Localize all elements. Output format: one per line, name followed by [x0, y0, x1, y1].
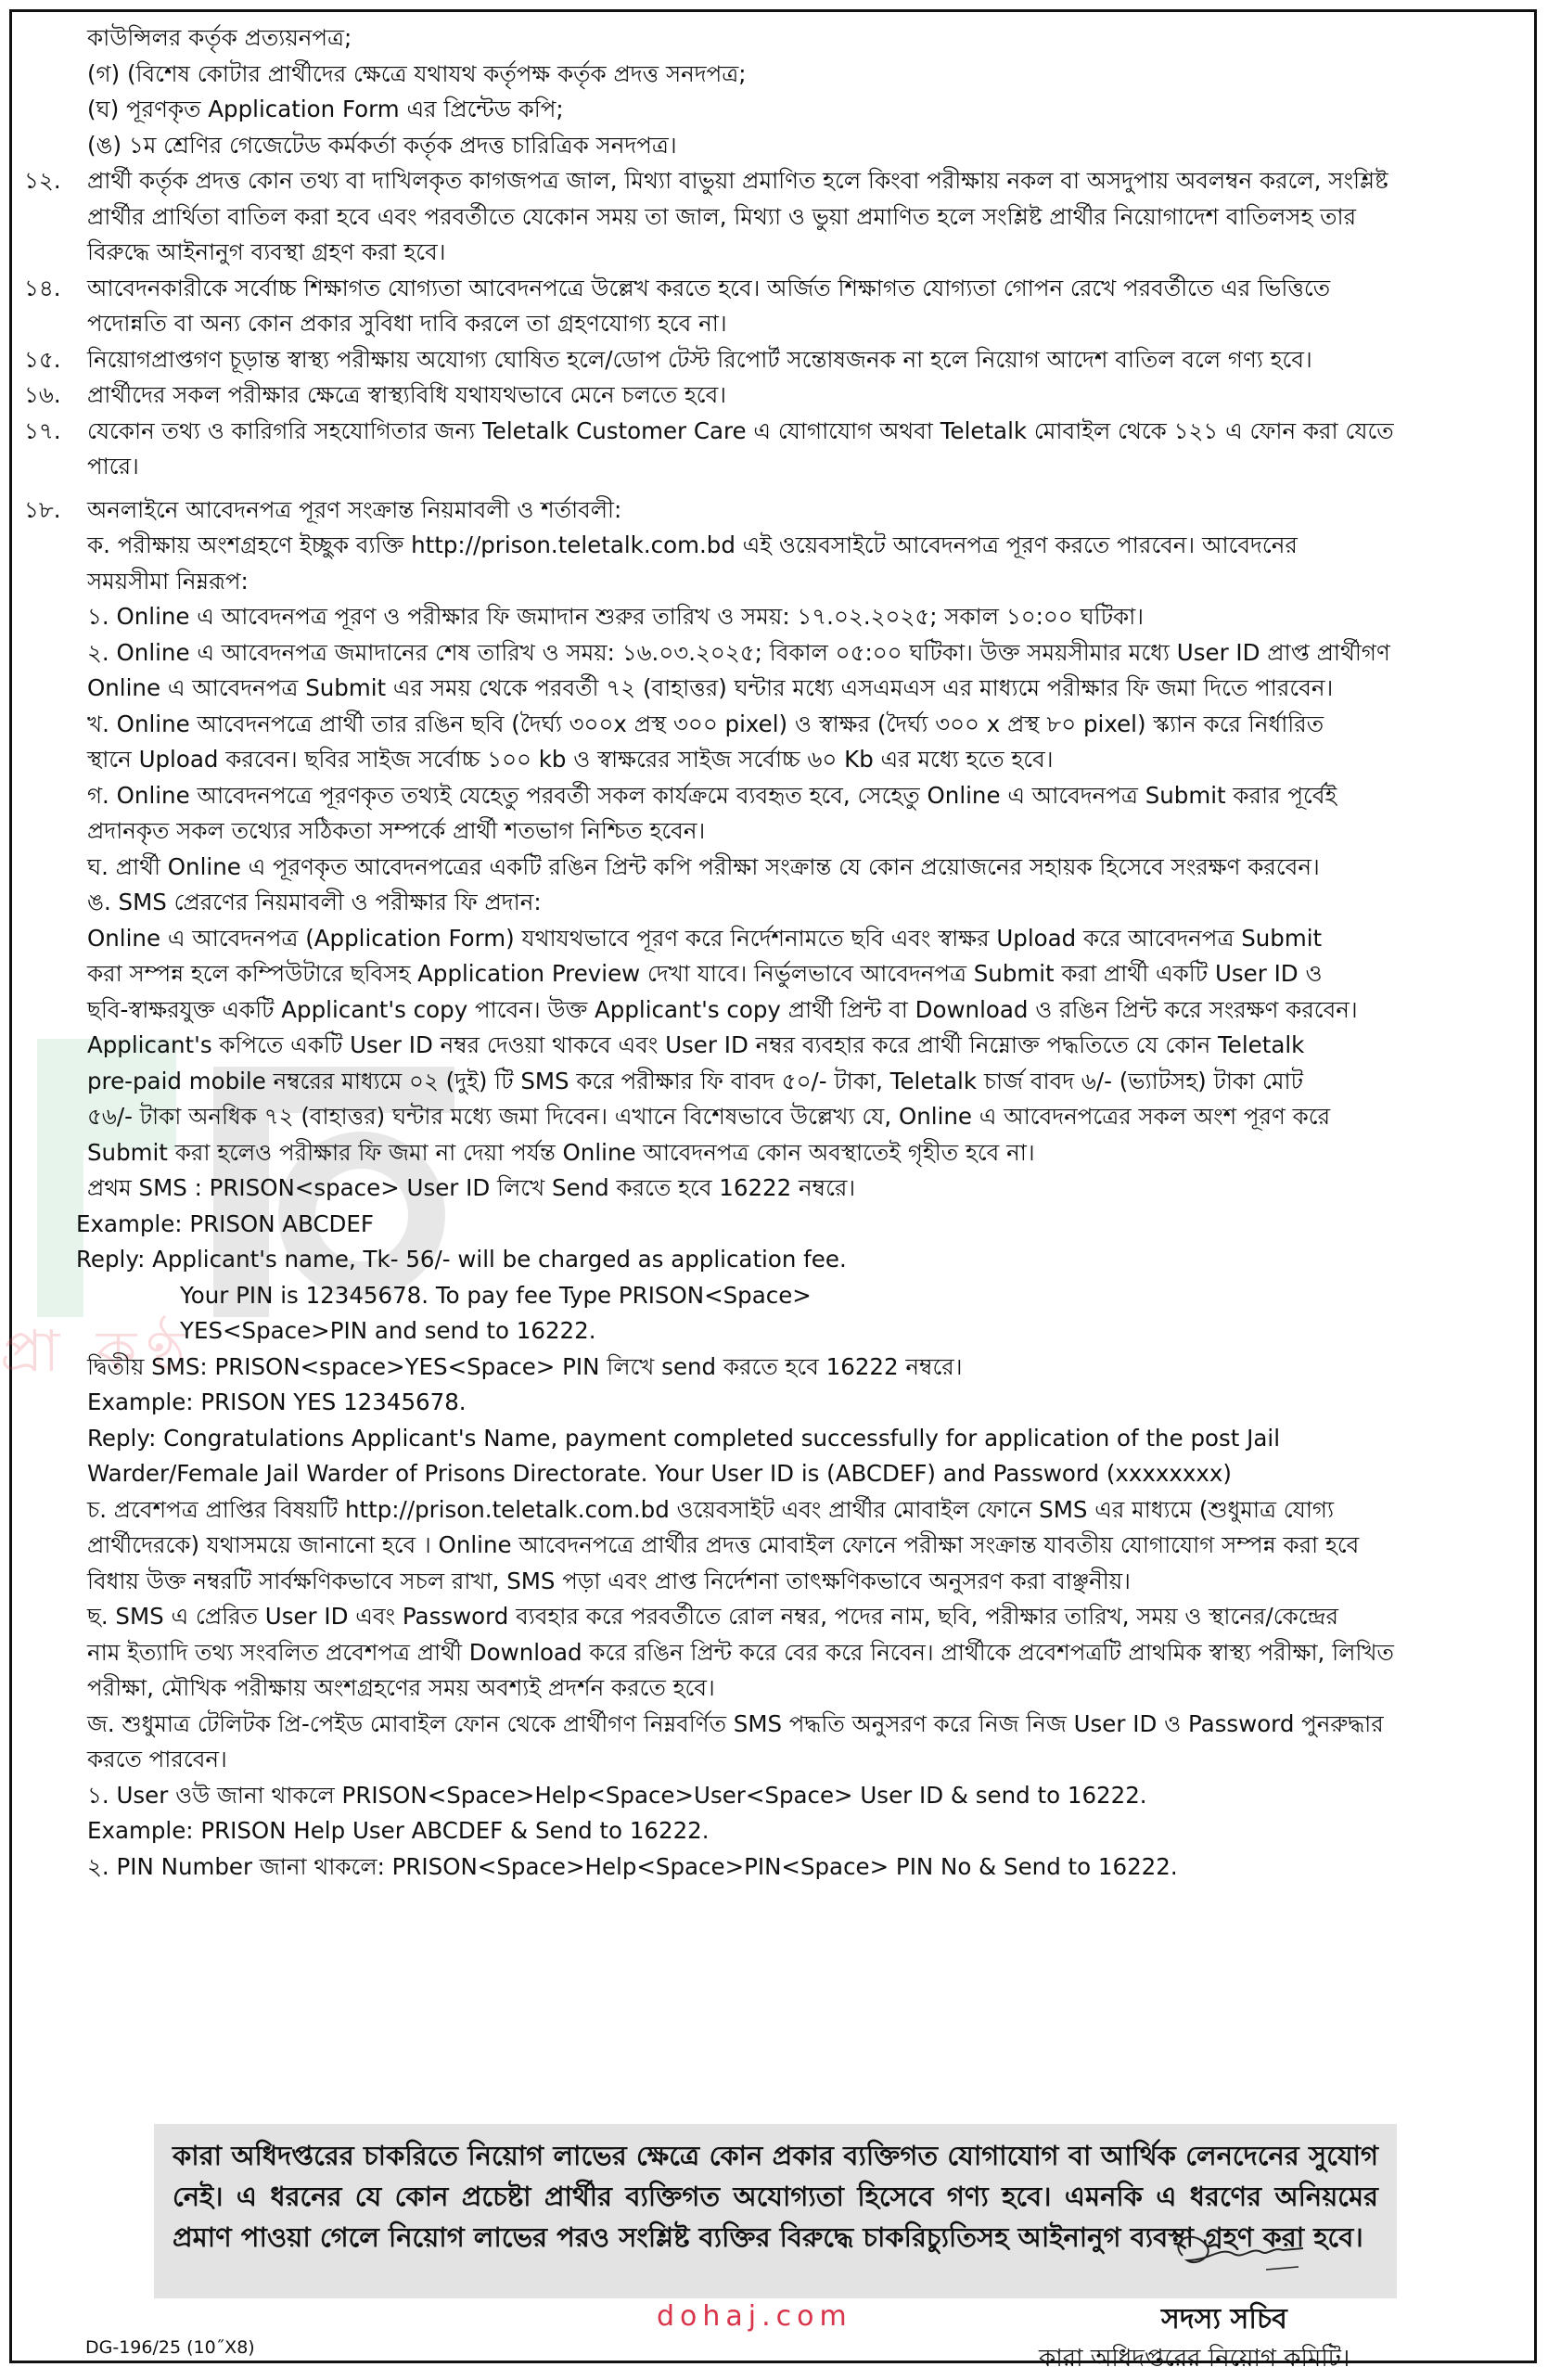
rule-line: Applicant's কপিতে একটি User ID নম্বর দেওয়া থাকবে এবং User ID নম্বর ব্যবহার করে প্রার্থী নিম্নোক্ত পদ্ধতিতে যে কোন Teletalk	[87, 1031, 1305, 1058]
intro-list	[24, 20, 1499, 163]
rule-line: প্রার্থীদেরকে) যথাসময়ে জানানো হবে । Online আবেদনপত্রে প্রার্থীর প্রদত্ত মোবাইল ফোনে পরীক্ষা সংক্রান্ত যাবতীয় যোগাযোগ সম্পন্ন করা হবে	[87, 1531, 1360, 1558]
sms-reply-line: Your PIN is 12345678. To pay fee Type PRISON<Space>	[180, 1281, 812, 1309]
clause-number: ১২.	[24, 167, 61, 194]
rule-line: ২. PIN Number জানা থাকলে: PRISON<Space>Help<Space>PIN<Space> PIN No & Send to 16222.	[87, 1852, 1178, 1880]
rule-line: ঙ. SMS প্রেরণের নিয়মাবলী ও পরীক্ষার ফি প্রদান:	[87, 889, 542, 915]
rule-line: করতে পারবেন।	[87, 1746, 227, 1772]
document-body	[24, 20, 1499, 1885]
online-application-rules	[24, 528, 1499, 1885]
second-sms-instruction: দ্বিতীয় SMS: PRISON<space>YES<Space> PIN লিখে send করতে হবে 16222 নম্বরে।	[87, 1352, 963, 1380]
rule-line: নাম ইত্যাদি তথ্য সংবলিত প্রবেশপত্র প্রার্থী Download করে রঙিন প্রিন্ট করে বের করে নিবেন। প্রার্থীকে প্রবেশপত্রটি প্রাথমিক স্বাস্থ্য পরীক্ষা, লিখিত	[87, 1638, 1394, 1666]
clause-number: ১৪.	[24, 274, 61, 301]
clause-number: ১৬.	[24, 381, 61, 408]
signatory-organization: কারা অধিদপ্তরের নিয়োগ কমিটি।	[1039, 2345, 1350, 2373]
rule-line: pre-paid mobile নম্বরের মাধ্যমে ০২ (দুই) টি SMS করে পরীক্ষার ফি বাবদ ৫০/- টাকা, Teletalk চার্জ বাবদ ৬/- (ভ্যাটসহ) টাকা মোট	[87, 1067, 1303, 1094]
intro-line: কাউন্সিলর কর্তৃক প্রত্যয়নপত্র;	[87, 24, 352, 51]
rule-line: Online এ আবেদনপত্র (Application Form) যথাযথভাবে পূরণ করে নির্দেশনামতে ছবি এবং স্বাক্ষর Upload করে আবেদনপত্র Submit	[87, 924, 1323, 952]
sms-reply-line: YES<Space>PIN and send to 16222.	[180, 1317, 596, 1344]
rule-line: ছ. SMS এ প্রেরিত User ID এবং Password ব্যবহার করে পরবর্তীতে রোল নম্বর, পদের নাম, ছবি, পরীক্ষার তারিখ, সময় ও স্থানের/কেন্দ্রের	[87, 1603, 1338, 1630]
clause-line: নিয়োগপ্রাপ্তগণ চূড়ান্ত স্বাস্থ্য পরীক্ষায় অযোগ্য ঘোষিত হলে/ডোপ টেস্ট রিপোর্ট সন্তোষজনক না হলে নিয়োগ আদেশ বাতিল বলে গণ্য হবে।	[87, 345, 1312, 373]
clause-text	[87, 163, 1499, 271]
rule-line: সময়সীমা নিম্নরূপ:	[87, 567, 249, 595]
rule-line: করা সম্পন্ন হলে কম্পিউটারে ছবিসহ Application Preview দেখা যাবে। নির্ভুলভাবে আবেদনপত্র Submit করা প্রার্থী একটি User ID ও	[87, 960, 1323, 987]
rule-line: Submit করা হলেও পরীক্ষার ফি জমা না দেয়া পর্যন্ত Online আবেদনপত্র কোন অবস্থাতেই গৃহীত হবে না।	[87, 1138, 1035, 1166]
clause-18	[24, 493, 1499, 529]
sms-reply-line: Warder/Female Jail Warder of Prisons Directorate. Your User ID is (ABCDEF) and Password (xxxxxxxx)	[87, 1460, 1232, 1487]
intro-line: (ঘ) পূরণকৃত Application Form এর প্রিন্টেড কপি;	[87, 96, 564, 122]
rule-line: চ. প্রবেশপত্র প্রাপ্তির বিষয়টি http://prison.teletalk.com.bd ওয়েবসাইট এবং প্রার্থীর মোবাইল ফোনে SMS এর মাধ্যমে (শুধুমাত্র যোগ্য	[87, 1495, 1335, 1523]
clause-text	[87, 271, 1499, 342]
clause-number: ১৭.	[24, 416, 61, 444]
clause-14	[24, 271, 1499, 342]
watermark-text: প্রা কণ্ঠ	[0, 1317, 196, 1385]
clause-line: পারে।	[87, 453, 139, 480]
clause-line: আবেদনকারীকে সর্বোচ্চ শিক্ষাগত যোগ্যতা আবেদনপত্রে উল্লেখ করতে হবে। অর্জিত শিক্ষাগত যোগ্যতা গোপন রেখে পরবর্তীতে এর ভিত্তিতে	[87, 274, 1331, 301]
clause-line: প্রার্থীর প্রার্থিতা বাতিল করা হবে এবং পরবর্তীতে যেকোন সময় তা জাল, মিথ্যা ও ভুয়া প্রমাণিত হলে সংশ্লিষ্ট প্রার্থীর নিয়োগাদেশ বাতিলসহ তার	[87, 202, 1357, 230]
signatory-title: সদস্য সচিব	[1161, 2303, 1287, 2335]
sms-reply-line: Reply: Congratulations Applicant's Name, payment completed successfully for application of the post Jail	[87, 1424, 1280, 1452]
clause-line: প্রার্থী কর্তৃক প্রদত্ত কোন তথ্য বা দাখিলকৃত কাগজপত্র জাল, মিথ্যা বাভুয়া প্রমাণিত হলে কিংবা পরীক্ষায় নকল বা অসদুপায় অবলম্বন করলে, সংশ্লিষ্ট	[87, 167, 1388, 194]
rule-line: ছবি-স্বাক্ষরযুক্ত একটি Applicant's copy পাবেন। উক্ত Applicant's copy প্রার্থী প্রিন্ট বা Download ও রঙিন প্রিন্ট করে সংরক্ষণ করবেন।	[87, 995, 1358, 1023]
first-sms-instruction: প্রথম SMS : PRISON<space> User ID লিখে Send করতে হবে 16222 নম্বরে।	[87, 1174, 856, 1201]
rule-line: গ. Online আবেদনপত্রে পূরণকৃত তথ্যই যেহেতু পরবর্তী সকল কার্যক্রমে ব্যবহৃত হবে, সেহেতু Online এ আবেদনপত্র Submit করার পূর্বেই	[87, 781, 1337, 809]
rule-line: ১. User ওউ জানা থাকলে PRISON<Space>Help<Space>User<Space> User ID & send to 16222.	[87, 1781, 1147, 1809]
clause-number: ১৫.	[24, 345, 61, 373]
sms-reply: Reply: Applicant's name, Tk- 56/- will be charged as application fee.	[76, 1246, 847, 1273]
clause-line: পদোন্নতি বা অন্য কোন প্রকার সুবিধা দাবি করলে তা গ্রহণযোগ্য হবে না।	[87, 310, 727, 337]
clause-line: বিরুদ্ধে আইনানুগ ব্যবস্থা গ্রহণ করা হবে।	[87, 238, 446, 265]
clause-text	[87, 414, 1499, 485]
rule-line: Online এ আবেদনপত্র Submit এর সময় থেকে পরবর্তী ৭২ (বাহাত্তর) ঘন্টার মধ্যে এসএমএস এর মাধ্যমে পরীক্ষার ফি জমা দিতে পারবেন।	[87, 674, 1334, 701]
clause-16	[24, 377, 1499, 414]
rule-line: Example: PRISON Help User ABCDEF & Send to 16222.	[87, 1817, 710, 1844]
clause-line: প্রার্থীদের সকল পরীক্ষার ক্ষেত্রে স্বাস্থ্যবিধি যথাযথভাবে মেনে চলতে হবে।	[87, 381, 726, 408]
rule-line: ক. পরীক্ষায় অংশগ্রহণে ইচ্ছুক ব্যক্তি http://prison.teletalk.com.bd এই ওয়েবসাইটে আবেদনপত্র পূরণ করতে পারবেন। আবেদনের	[87, 531, 1298, 558]
rule-line: ৫৬/- টাকা অনধিক ৭২ (বাহাত্তর) ঘন্টার মধ্যে জমা দিবেন। এখানে বিশেষভাবে উল্লেখ্য যে, Online এ আবেদনপত্রের সকল অংশ পূরণ করে	[87, 1103, 1331, 1130]
clause-17	[24, 414, 1499, 485]
rule-line: বিধায় উক্ত নম্বরটি সার্বক্ষণিকভাবে সচল রাখা, SMS পড়া এবং প্রাপ্ত নির্দেশনা তাৎক্ষণিকভাবে অনুসরণ করা বাঞ্ছনীয়।	[87, 1567, 1131, 1594]
intro-line: (ঙ) ১ম শ্রেণির গেজেটেড কর্মকর্তা কর্তৃক প্রদত্ত চারিত্রিক সনদপত্র।	[87, 131, 677, 159]
watermark-website: dohaj.com	[657, 2300, 852, 2333]
sms-example: Example: PRISON ABCDEF	[76, 1209, 374, 1237]
rule-line: ঘ. প্রার্থী Online এ পূরণকৃত আবেদনপত্রের একটি রঙিন প্রিন্ট কপি পরীক্ষা সংক্রান্ত যে কোন প্রয়োজনের সহায়ক হিসেবে সংরক্ষণ করবেন।	[87, 852, 1320, 880]
rule-line: পরীক্ষা, মৌখিক পরীক্ষায় অংশগ্রহণের সময় অবশ্যই প্রদর্শন করতে হবে।	[87, 1674, 715, 1701]
intro-line: (গ) (বিশেষ কোটার প্রার্থীদের ক্ষেত্রে যথাযথ কর্তৃপক্ষ কর্তৃক প্রদত্ত সনদপত্র;	[87, 59, 747, 87]
rule-line: স্থানে Upload করবেন। ছবির সাইজ সর্বোচ্চ ১০০ kb ও স্বাক্ষরের সাইজ সর্বোচ্চ ৬০ Kb এর মধ্যে হতে হবে।	[87, 746, 1054, 773]
rule-line: প্রদানকৃত সকল তথ্যের সঠিকতা সম্পর্কে প্রার্থী শতভাগ নিশ্চিত হবেন।	[87, 817, 706, 844]
sms-example: Example: PRISON YES 12345678.	[87, 1388, 467, 1415]
clause-15	[24, 342, 1499, 378]
rule-line: খ. Online আবেদনপত্রে প্রার্থী তার রঙিন ছবি (দৈর্ঘ্য ৩০০x প্রস্থ ৩০০ pixel) ও স্বাক্ষর (দৈর্ঘ্য ৩০০ x প্রস্থ ৮০ pixel) স্ক্যান করে নির্ধারিত	[87, 710, 1324, 737]
clause-line: যেকোন তথ্য ও কারিগরি সহযোগিতার জন্য Teletalk Customer Care এ যোগাযোগ অথবা Teletalk মোবাইল থেকে ১২১ এ ফোন করা যেতে	[87, 416, 1394, 444]
clause-12	[24, 163, 1499, 271]
rule-line: ২. Online এ আবেদনপত্র জমাদানের শেষ তারিখ ও সময়: ১৬.০৩.২০২৫; বিকাল ০৫:০০ ঘটিকা। উক্ত সময়সীমার মধ্যে User ID প্রাপ্ত প্রার্থীগণ	[87, 638, 1390, 666]
reference-code: DG-196/25 (10˝X8)	[85, 2337, 255, 2358]
clause-text	[87, 377, 1499, 414]
rule-line: জ. শুধুমাত্র টেলিটক প্রি-পেইড মোবাইল ফোন থেকে প্রার্থীগণ নিম্নবর্ণিত SMS পদ্ধতি অনুসরণ করে নিজ নিজ User ID ও Password পুনরুদ্ধার	[87, 1709, 1384, 1737]
clause-heading: অনলাইনে আবেদনপত্র পূরণ সংক্রান্ত নিয়মাবলী ও শর্তাবলী:	[87, 495, 622, 523]
rule-line: ১. Online এ আবেদনপত্র পূরণ ও পরীক্ষার ফি জমাদান শুরুর তারিখ ও সময়: ১৭.০২.২০২৫; সকাল ১০:০০ ঘটিকা।	[87, 603, 1145, 630]
warning-notice-box: কারা অধিদপ্তরের চাকরিতে নিয়োগ লাভের ক্ষেত্রে কোন প্রকার ব্যক্তিগত যোগাযোগ বা আর্থিক লেনদেনের সুযোগ নেই। এ ধরনের যে কোন প্রচেষ্টা প্রার্থীর ব্যক্তিগত অযোগ্যতা হিসেবে গণ্য হবে। এমনকি এ ধরণের অনিয়মের প্রমাণ পাওয়া গেলে নিয়োগ লাভের পরও সংশ্লিষ্ট ব্যক্তির বিরুদ্ধে চাকরিচ্যুতিসহ আইনানুগ ব্যবস্থা গ্রহণ করা হবে।	[154, 2124, 1397, 2298]
clause-text	[87, 342, 1499, 378]
signature-image	[1164, 2219, 1312, 2284]
clause-number: ১৮.	[24, 495, 61, 523]
